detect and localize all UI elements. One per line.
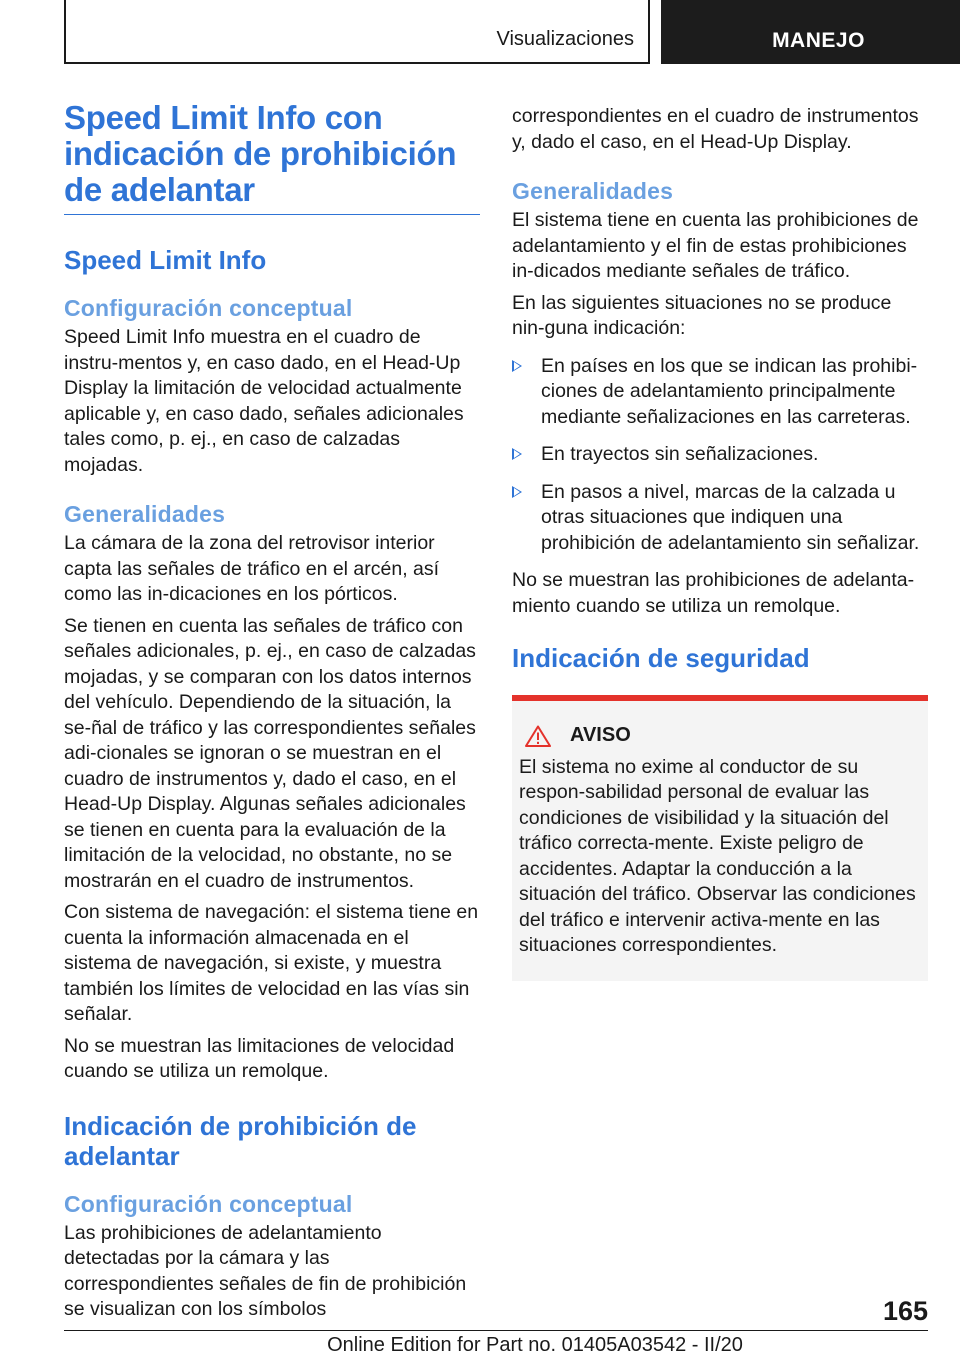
paragraph-config-1: Speed Limit Info muestra en el cuadro de instru‐mentos y, en caso dado, en el Head-Up Display la limitación de velocidad actualmente aplicable y, en caso dado, señales adicionales tales como, p. ej., en caso de calzadas mojadas. bbox=[64, 326, 464, 476]
paragraph-trailer: No se muestran las prohibiciones de adelanta‐miento cuando se utiliza un remolque. bbox=[512, 569, 915, 617]
paragraph-general-2b: En las siguientes situaciones no se produce nin‐guna indicación: bbox=[512, 291, 892, 339]
paragraph-config-2: Las prohibiciones de adelantamiento detectadas por la cámara y las correspondientes señales de fin de prohibición se visualizan con los símbolos bbox=[64, 1221, 467, 1320]
header-section-box bbox=[64, 0, 650, 64]
heading-indicacion-prohibicion: Indicación de prohibición de adelantar bbox=[64, 1110, 417, 1171]
heading-configuracion-1: Configuración conceptual bbox=[64, 295, 353, 321]
triangle-bullet-icon bbox=[512, 486, 522, 498]
heading-speed-limit-info: Speed Limit Info bbox=[64, 245, 267, 275]
warning-text: El sistema no exime al conductor de su respon‐sabilidad personal de evaluar las condiciones de visibilidad y la situación del tráfico correcta‐mente. Existe peligro de accidentes. Adaptar la conducción a la situación del tráfico. Observar las condiciones del tráfico e intervenir activa‐mente en las situaciones correspondientes. bbox=[519, 755, 916, 956]
paragraph-continued: correspondientes en el cuadro de instrumentos y, dado el caso, en el Head-Up Display. bbox=[512, 105, 919, 153]
paragraph-general-1b: Se tienen en cuenta las señales de tráfico con señales adicionales, p. ej., en caso de calzadas mojadas, y se comparan con los datos internos del vehículo. Dependiendo de la situación, la se‐ñal de tráfico y las correspondientes señales adi‐cionales se ignoran o se muestran en el cuadro de instrumentos y, dado el caso, en el Head-Up Display. Algunas señales adicionales se tienen en cuenta para la evaluación de la limitación de la velocidad, no obstante, no se mostrarán en el cuadro de instrumentos. bbox=[64, 614, 476, 892]
warning-triangle-icon bbox=[525, 725, 551, 747]
list-item: En trayectos sin señalizaciones. bbox=[512, 442, 928, 468]
list-item: En pasos a nivel, marcas de la calzada u otras situaciones que indiquen una prohibición de adelantamiento sin señalizar. bbox=[512, 480, 928, 557]
footer-edition: Online Edition for Part no. 01405A03542 - II/20 bbox=[327, 1334, 743, 1356]
heading-generalidades-2: Generalidades bbox=[512, 178, 674, 204]
heading-configuracion-2: Configuración conceptual bbox=[64, 1190, 353, 1217]
paragraph-general-1d: No se muestran las limitaciones de velocidad cuando se utiliza un remolque. bbox=[64, 1034, 455, 1082]
heading-indicacion-seguridad: Indicación de seguridad bbox=[512, 643, 810, 673]
warning-box bbox=[512, 695, 928, 981]
warning-title: AVISO bbox=[570, 724, 631, 746]
page-number: 165 bbox=[882, 1296, 928, 1326]
footer-divider bbox=[64, 1330, 928, 1331]
left-column bbox=[64, 100, 480, 1329]
paragraph-general-1a: La cámara de la zona del retrovisor interior capta las señales de tráfico en el arcén, así como las in‐dicaciones en los pórticos. bbox=[64, 532, 440, 605]
warning-header bbox=[519, 723, 920, 749]
header-chapter-tab: MANEJO bbox=[661, 0, 960, 64]
situations-list bbox=[512, 354, 928, 557]
header-section-label: Visualizaciones bbox=[496, 28, 634, 50]
paragraph-general-1c: Con sistema de navegación: el sistema tiene en cuenta la información almacenada en el sistema de navegación, si existe, y muestra también los límites de velocidad en las vías sin señalar. bbox=[64, 901, 479, 1025]
heading-generalidades-1: Generalidades bbox=[64, 501, 226, 527]
triangle-bullet-icon bbox=[512, 360, 522, 372]
triangle-bullet-icon bbox=[512, 448, 522, 460]
list-item: En países en los que se indican las prohibi‐ciones de adelantamiento principalmente mediante señalizaciones en las carreteras. bbox=[512, 354, 928, 431]
page-header bbox=[0, 0, 960, 66]
paragraph-general-2a: El sistema tiene en cuenta las prohibiciones de adelantamiento y el fin de estas prohibiciones in‐dicados mediante señales de tráfico. bbox=[512, 209, 919, 282]
right-column bbox=[512, 104, 928, 981]
page-title: Speed Limit Info con indicación de prohibición de adelantar bbox=[64, 100, 480, 215]
